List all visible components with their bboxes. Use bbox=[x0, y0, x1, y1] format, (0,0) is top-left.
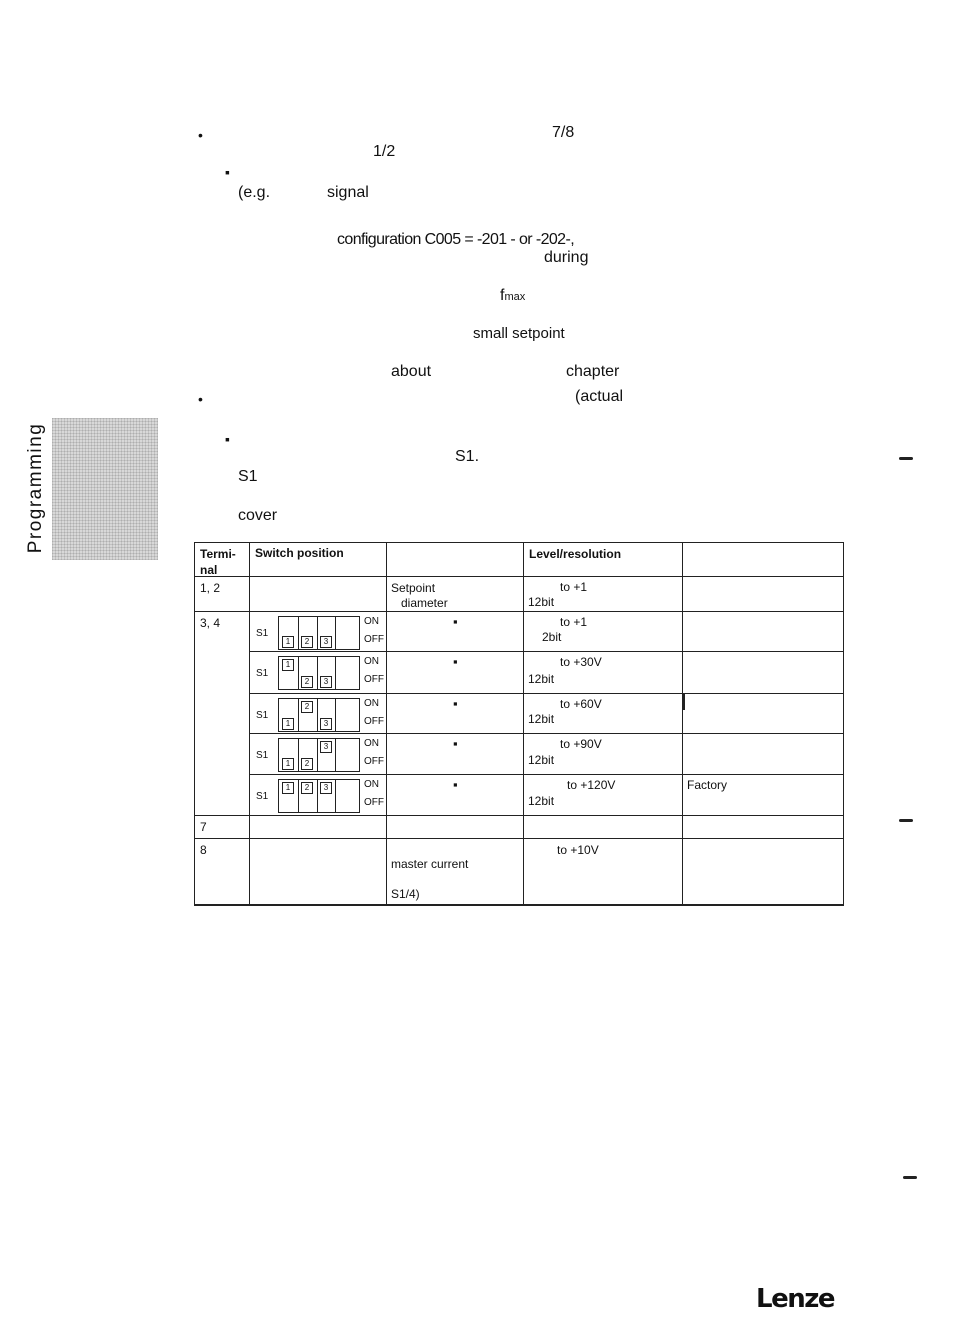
table-row: S1 1 2 3 ON OFF ▪ to +30V 12bit bbox=[195, 652, 844, 694]
text-fragment: during bbox=[544, 249, 589, 266]
text-fragment: S1. bbox=[455, 448, 480, 465]
text-fragment bbox=[500, 287, 525, 305]
dip-switch-diagram: S1 1 2 3 ON OFF bbox=[256, 698, 386, 732]
header-desc bbox=[387, 543, 524, 577]
text-fragment: (e.g. bbox=[238, 184, 271, 201]
table-row: 1, 2 Setpoint diameter to +1 12bit bbox=[195, 577, 844, 612]
fmax-subscript: max bbox=[504, 291, 526, 303]
table-row: S1 1 2 3 ON OFF ▪ to +120V 12bit Factory bbox=[195, 775, 844, 816]
section-tab-pattern bbox=[52, 418, 158, 560]
bullet: ▪ bbox=[453, 736, 458, 751]
dip-switch-diagram: S1 1 2 3 ON OFF bbox=[256, 656, 386, 690]
text-fragment: chapter bbox=[566, 363, 620, 380]
header-note bbox=[683, 543, 844, 577]
margin-mark bbox=[903, 1176, 917, 1179]
fmax-symbol: f bbox=[500, 287, 505, 304]
table-row: 8 master current S1/4) to +10V bbox=[195, 839, 844, 905]
dip-switch-diagram: S1 1 2 3 ON OFF bbox=[256, 738, 386, 772]
table-row: S1 1 2 3 ON OFF ▪ to +90V 12bit bbox=[195, 734, 844, 775]
bullet: • bbox=[198, 391, 203, 407]
section-tab-label: Programming bbox=[25, 422, 46, 554]
lenze-logo: Lenze bbox=[756, 1284, 834, 1314]
margin-mark bbox=[899, 457, 913, 460]
table-header-row bbox=[195, 543, 844, 577]
header-switch: Switch position bbox=[250, 543, 387, 577]
text-fragment: about bbox=[391, 363, 432, 380]
bullet: ▪ bbox=[225, 431, 230, 447]
header-terminal: Termi- nal bbox=[195, 543, 250, 577]
dip-switch-diagram: S1 1 2 3 ON OFF bbox=[256, 779, 386, 813]
margin-mark bbox=[899, 819, 913, 822]
text-fragment: signal bbox=[327, 184, 369, 201]
table-row: S1 1 2 3 ON OFF ▪ to +60V 12bit bbox=[195, 694, 844, 734]
text-fragment: 1/2 bbox=[373, 143, 396, 160]
dip-switch-diagram: S1 1 2 3 ON OFF bbox=[256, 616, 386, 650]
bullet: ▪ bbox=[453, 654, 458, 669]
bullet: ▪ bbox=[453, 696, 458, 711]
terminal-spec-table bbox=[194, 542, 844, 906]
bullet: ▪ bbox=[225, 164, 230, 180]
header-level: Level/resolution bbox=[524, 543, 683, 577]
bullet: • bbox=[198, 127, 203, 143]
text-fragment: configuration C005 = -201 - or -202-, bbox=[337, 231, 575, 248]
text-fragment: (actual bbox=[575, 388, 624, 405]
text-fragment: S1 bbox=[238, 468, 258, 485]
bullet: ▪ bbox=[453, 777, 458, 792]
text-fragment: small setpoint bbox=[473, 325, 565, 342]
table-row: 3, 4 S1 1 2 3 ON OFF ▪ to +1 2bit bbox=[195, 612, 844, 652]
bullet: ▪ bbox=[453, 614, 458, 629]
text-fragment: cover bbox=[238, 507, 278, 524]
table-row: 7 bbox=[195, 816, 844, 839]
text-fragment: 7/8 bbox=[552, 124, 575, 141]
